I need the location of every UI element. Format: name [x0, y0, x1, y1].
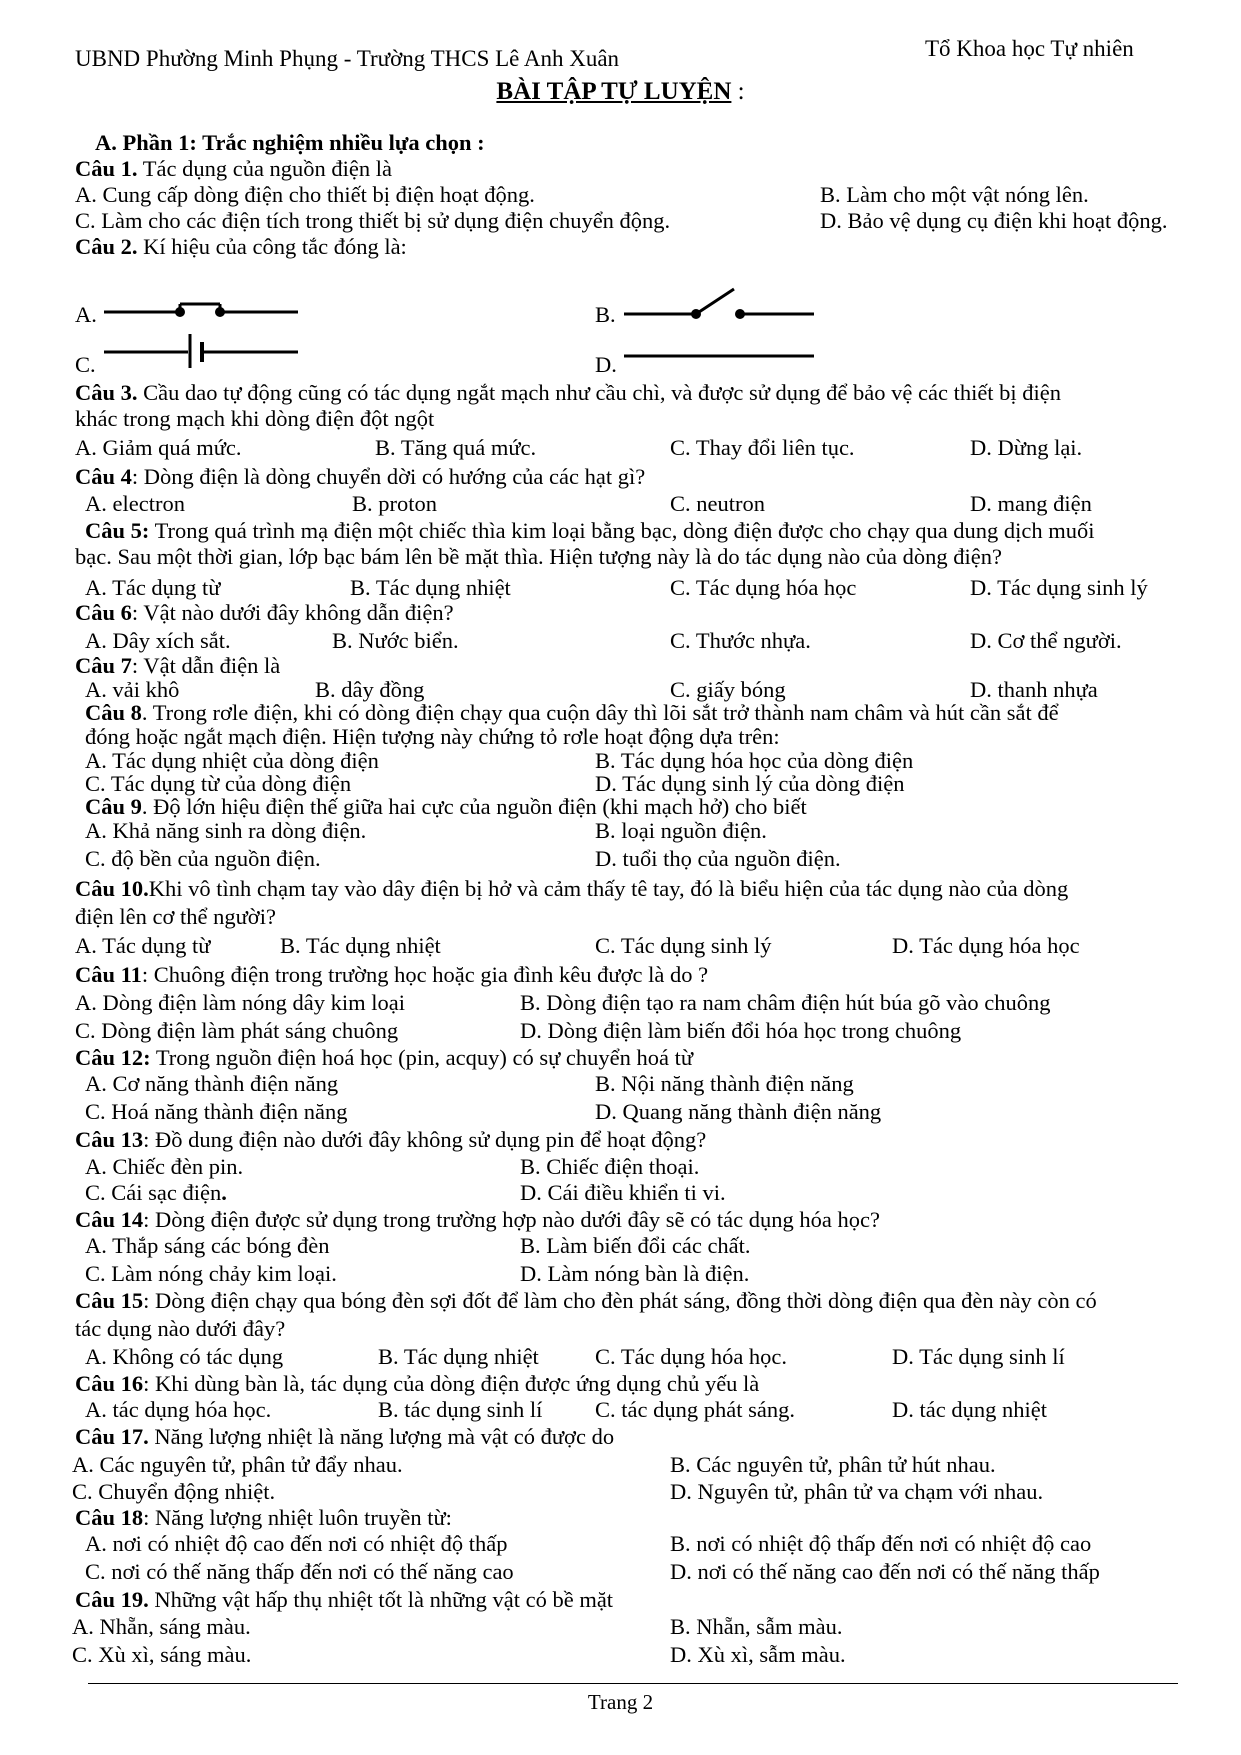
question-16 [75, 1371, 759, 1397]
q19-option-c: C. Xù xì, sáng màu. [72, 1642, 252, 1667]
q5-option-d: D. Tác dụng sinh lý [970, 575, 1148, 600]
q7-option-c: C. giấy bóng [670, 677, 786, 702]
question-12 [75, 1045, 693, 1071]
question-number: Câu 13 [75, 1127, 144, 1152]
question-text: . Độ lớn hiệu điện thế giữa hai cực của nguồn điện (khi mạch hở) cho biết [141, 794, 807, 819]
q5-option-c: C. Tác dụng hóa học [670, 575, 857, 600]
q7-option-b: B. dây đồng [315, 677, 425, 702]
q8-option-b: B. Tác dụng hóa học của dòng điện [595, 748, 914, 773]
q1-option-c: C. Làm cho các điện tích trong thiết bị sử dụng điện chuyển động. [75, 208, 671, 233]
closed-switch-symbol [102, 294, 302, 324]
battery-symbol [102, 330, 302, 370]
question-number: Câu 1. [75, 156, 138, 181]
q13-option-a: A. Chiếc đèn pin. [85, 1154, 244, 1179]
q1-option-a: A. Cung cấp dòng điện cho thiết bị điện hoạt động. [75, 182, 535, 207]
q14-option-b: B. Làm biến đổi các chất. [520, 1233, 751, 1258]
school-header: UBND Phường Minh Phụng - Trường THCS Lê Anh Xuân [75, 46, 620, 71]
q17-option-d: D. Nguyên tử, phân tử va chạm với nhau. [670, 1479, 1044, 1504]
question-15-line-2: tác dụng nào dưới đây? [75, 1316, 286, 1341]
option-text: C. Cái sạc điện [85, 1180, 222, 1205]
q6-option-d: D. Cơ thể người. [970, 628, 1122, 653]
q3-option-a: A. Giảm quá mức. [75, 435, 242, 460]
q10-option-b: B. Tác dụng nhiệt [280, 933, 441, 958]
q14-option-d: D. Làm nóng bàn là điện. [520, 1261, 750, 1286]
question-number: Câu 17. [75, 1424, 149, 1449]
question-number: Câu 15 [75, 1288, 144, 1313]
footer-divider [88, 1683, 1178, 1684]
q10-option-d: D. Tác dụng hóa học [892, 933, 1080, 958]
question-3-line-2: khác trong mạch khi dòng điện đột ngột [75, 406, 435, 431]
q4-option-d: D. mang điện [970, 491, 1092, 516]
q6-option-b: B. Nước biển. [332, 628, 459, 653]
q6-option-c: C. Thước nhựa. [670, 628, 811, 653]
q12-option-d: D. Quang năng thành điện năng [595, 1099, 882, 1124]
question-text: Kí hiệu của công tắc đóng là: [137, 234, 407, 259]
q12-option-b: B. Nội năng thành điện năng [595, 1071, 854, 1096]
q5-option-a: A. Tác dụng từ [85, 575, 221, 600]
department-header: Tổ Khoa học Tự nhiên [925, 36, 1134, 61]
question-number: Câu 14 [75, 1207, 144, 1232]
question-9 [85, 794, 807, 820]
q10-option-c: C. Tác dụng sinh lý [595, 933, 772, 958]
question-number: Câu 16 [75, 1371, 144, 1396]
q4-option-b: B. proton [352, 491, 438, 516]
q19-option-d: D. Xù xì, sẫm màu. [670, 1642, 846, 1667]
q10-option-a: A. Tác dụng từ [75, 933, 211, 958]
question-text: : Dòng điện là dòng chuyển dời có hướng của các hạt gì? [131, 464, 646, 489]
question-number: Câu 18 [75, 1505, 144, 1530]
q13-option-c [85, 1180, 227, 1206]
q14-option-a: A. Thắp sáng các bóng đèn [85, 1233, 330, 1258]
question-3 [75, 380, 1061, 406]
section-heading: A. Phần 1: Trắc nghiệm nhiều lựa chọn : [95, 130, 485, 155]
q18-option-d: D. nơi có thế năng cao đến nơi có thế năng thấp [670, 1559, 1100, 1584]
question-5-line-2: bạc. Sau một thời gian, lớp bạc bám lên bề mặt thìa. Hiện tượng này là do tác dụng nào của dòng điện? [75, 544, 1003, 569]
q15-option-c: C. Tác dụng hóa học. [595, 1344, 788, 1369]
question-text: Những vật hấp thụ nhiệt tốt là những vật có bề mặt [148, 1587, 614, 1612]
question-number: Câu 11 [75, 962, 142, 987]
q8-option-d: D. Tác dụng sinh lý của dòng điện [595, 771, 905, 796]
question-number: Câu 4 [75, 464, 132, 489]
question-8 [85, 700, 1059, 726]
q13-option-b: B. Chiếc điện thoại. [520, 1154, 700, 1179]
question-number: Câu 7 [75, 653, 132, 678]
q16-option-a: A. tác dụng hóa học. [85, 1397, 272, 1422]
q4-option-c: C. neutron [670, 491, 765, 516]
question-number: Câu 19. [75, 1587, 149, 1612]
q19-option-b: B. Nhẵn, sẫm màu. [670, 1614, 843, 1639]
q2-option-a: A. [75, 302, 97, 327]
q2-option-b: B. [595, 302, 616, 327]
q17-option-c: C. Chuyển động nhiệt. [72, 1479, 276, 1504]
q8-option-a: A. Tác dụng nhiệt của dòng điện [85, 748, 379, 773]
question-10-line-2: điện lên cơ thể người? [75, 904, 276, 929]
question-number: Câu 12: [75, 1045, 151, 1070]
question-text: : Năng lượng nhiệt luôn truyền từ: [143, 1505, 452, 1530]
q16-option-c: C. tác dụng phát sáng. [595, 1397, 795, 1422]
q9-option-c: C. độ bền của nguồn điện. [85, 846, 321, 871]
q5-option-b: B. Tác dụng nhiệt [350, 575, 511, 600]
option-period: . [221, 1180, 227, 1205]
q16-option-d: D. tác dụng nhiệt [892, 1397, 1047, 1422]
question-18 [75, 1505, 452, 1531]
question-text: : Chuông điện trong trường học hoặc gia đình kêu được là do ? [141, 962, 709, 987]
question-text: : Đồ dung điện nào dưới đây không sử dụng pin để hoạt động? [143, 1127, 707, 1152]
question-text: : Khi dùng bàn là, tác dụng của dòng điện được ứng dụng chủ yếu là [143, 1371, 760, 1396]
question-text: : Dòng điện được sử dụng trong trường hợp nào dưới đây sẽ có tác dụng hóa học? [143, 1207, 880, 1232]
q13-option-d: D. Cái điều khiển ti vi. [520, 1180, 726, 1205]
question-text: Trong quá trình mạ điện một chiếc thìa kim loại bằng bạc, dòng điện được cho chạy qua dung dịch muối [149, 518, 1095, 543]
question-number: Câu 3. [75, 380, 138, 405]
q3-option-b: B. Tăng quá mức. [375, 435, 537, 460]
q9-option-d: D. tuổi thọ của nguồn điện. [595, 846, 841, 871]
wire-symbol [622, 346, 817, 366]
question-number: Câu 5: [85, 518, 150, 543]
question-8-line-2: đóng hoặc ngắt mạch điện. Hiện tượng này chứng tỏ rơle hoạt động dựa trên: [85, 724, 780, 749]
question-15 [75, 1288, 1097, 1314]
q6-option-a: A. Dây xích sắt. [85, 628, 231, 653]
question-number: Câu 8 [85, 700, 142, 725]
q11-option-a: A. Dòng điện làm nóng dây kim loại [75, 990, 405, 1015]
question-text: : Vật nào dưới đây không dẫn điện? [131, 600, 454, 625]
question-17 [75, 1424, 614, 1450]
q18-option-c: C. nơi có thế năng thấp đến nơi có thế năng cao [85, 1559, 514, 1584]
q2-option-c: C. [75, 352, 96, 377]
page-number: Trang 2 [587, 1690, 654, 1714]
question-text: Khi vô tình chạm tay vào dây điện bị hở và cảm thấy tê tay, đó là biểu hiện của tác dụng nào của dòng [148, 876, 1069, 901]
q9-option-b: B. loại nguồn điện. [595, 818, 767, 843]
question-text: : Vật dẫn điện là [131, 653, 281, 678]
question-7 [75, 653, 280, 679]
q9-option-a: A. Khả năng sinh ra dòng điện. [85, 818, 367, 843]
q7-option-a: A. vải khô [85, 677, 180, 702]
question-number: Câu 10. [75, 876, 149, 901]
q1-option-b: B. Làm cho một vật nóng lên. [820, 182, 1089, 207]
q12-option-c: C. Hoá năng thành điện năng [85, 1099, 348, 1124]
q8-option-c: C. Tác dụng từ của dòng điện [85, 771, 352, 796]
q2-option-d: D. [595, 352, 617, 377]
q3-option-c: C. Thay đổi liên tục. [670, 435, 855, 460]
question-text: : Dòng điện chạy qua bóng đèn sợi đốt để làm cho đèn phát sáng, đồng thời dòng điện qua đèn này còn có [143, 1288, 1097, 1313]
q15-option-b: B. Tác dụng nhiệt [378, 1344, 539, 1369]
q19-option-a: A. Nhẵn, sáng màu. [72, 1614, 251, 1639]
question-number: Câu 2. [75, 234, 138, 259]
question-text: Cầu dao tự động cũng có tác dụng ngắt mạch như cầu chì, và được sử dụng để bảo vệ các thiết bị điện [137, 380, 1062, 405]
question-10 [75, 876, 1068, 902]
question-6 [75, 600, 454, 626]
q7-option-d: D. thanh nhựa [970, 677, 1098, 702]
q12-option-a: A. Cơ năng thành điện năng [85, 1071, 339, 1096]
question-number: Câu 6 [75, 600, 132, 625]
q17-option-a: A. Các nguyên tử, phân tử đẩy nhau. [72, 1452, 403, 1477]
question-1 [75, 156, 392, 182]
question-text: . Trong rơle điện, khi có dòng điện chạy qua cuộn dây thì lõi sắt trở thành nam châm và hút cần sắt để [141, 700, 1059, 725]
q15-option-d: D. Tác dụng sinh lí [892, 1344, 1065, 1369]
q17-option-b: B. Các nguyên tử, phân tử hút nhau. [670, 1452, 996, 1477]
q18-option-b: B. nơi có nhiệt độ thấp đến nơi có nhiệt độ cao [670, 1531, 1092, 1556]
question-number: Câu 9 [85, 794, 142, 819]
question-text: Năng lượng nhiệt là năng lượng mà vật có được do [148, 1424, 615, 1449]
question-2 [75, 234, 407, 260]
q11-option-c: C. Dòng điện làm phát sáng chuông [75, 1018, 399, 1043]
question-4 [75, 464, 645, 490]
q3-option-d: D. Dừng lại. [970, 435, 1083, 460]
question-14 [75, 1207, 880, 1233]
question-text: Trong nguồn điện hoá học (pin, acquy) có sự chuyển hoá từ [150, 1045, 694, 1070]
q14-option-c: C. Làm nóng chảy kim loại. [85, 1261, 337, 1286]
open-switch-symbol [622, 284, 817, 324]
q4-option-a: A. electron [85, 491, 185, 516]
question-13 [75, 1127, 706, 1153]
question-5 [85, 518, 1095, 544]
q11-option-d: D. Dòng điện làm biến đổi hóa học trong chuông [520, 1018, 962, 1043]
q1-option-d: D. Bảo vệ dụng cụ điện khi hoạt động. [820, 208, 1168, 233]
q11-option-b: B. Dòng điện tạo ra nam châm điện hút búa gõ vào chuông [520, 990, 1051, 1015]
page-title [0, 78, 1241, 106]
question-11 [75, 962, 708, 988]
q16-option-b: B. tác dụng sinh lí [378, 1397, 543, 1422]
title-text: BÀI TẬP TỰ LUYỆN [496, 78, 732, 105]
q15-option-a: A. Không có tác dụng [85, 1344, 284, 1369]
title-colon: : [731, 78, 745, 105]
question-19 [75, 1587, 613, 1613]
question-text: Tác dụng của nguồn điện là [137, 156, 393, 181]
q18-option-a: A. nơi có nhiệt độ cao đến nơi có nhiệt độ thấp [85, 1531, 508, 1556]
